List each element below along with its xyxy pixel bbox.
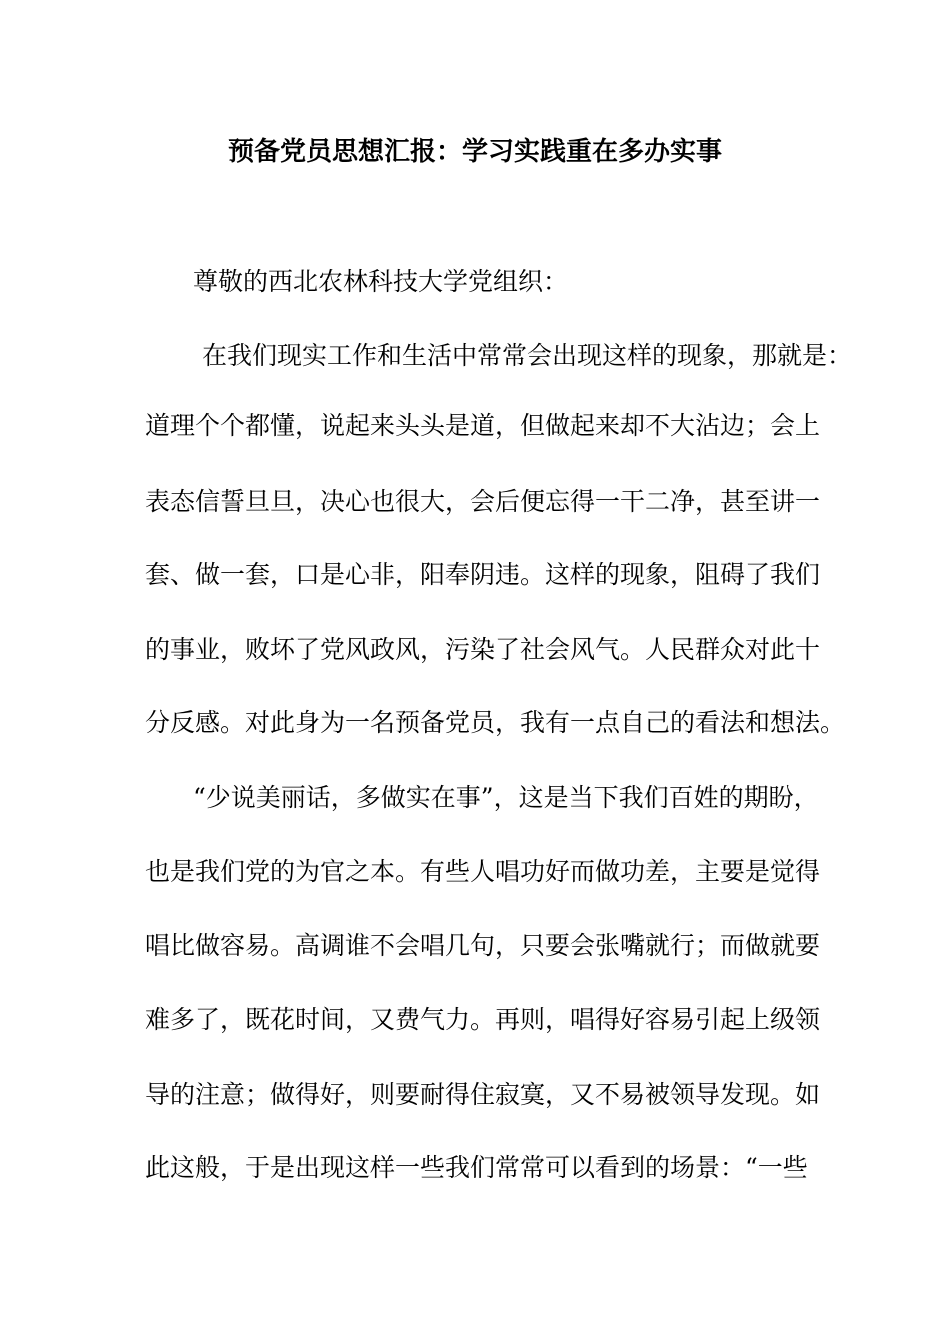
paragraph-line: 分反感。对此身为一名预备党员，我有一点自己的看法和想法。 xyxy=(145,708,846,737)
paragraph-line: 在我们现实工作和生活中常常会出现这样的现象，那就是： xyxy=(202,341,853,370)
salutation: 尊敬的西北农林科技大学党组织： xyxy=(193,267,569,296)
paragraph-line: 的事业，败坏了党风政风，污染了社会风气。人民群众对此十 xyxy=(145,635,821,664)
paragraph-line: 此这般，于是出现这样一些我们常常可以看到的场景：“一些 xyxy=(145,1153,808,1182)
paragraph-line: “少说美丽话，多做实在事”，这是当下我们百姓的期盼， xyxy=(193,783,819,812)
paragraph-line: 难多了，既花时间，又费气力。再则，唱得好容易引起上级领 xyxy=(145,1005,821,1034)
paragraph-line: 套、做一套，口是心非，阳奉阴违。这样的现象，阻碍了我们 xyxy=(145,560,821,589)
paragraph-line: 表态信誓旦旦，决心也很大，会后便忘得一干二净，甚至讲一 xyxy=(145,487,821,516)
paragraph-line: 也是我们党的为官之本。有些人唱功好而做功差，主要是觉得 xyxy=(145,857,821,886)
paragraph-line: 唱比做容易。高调谁不会唱几句，只要会张嘴就行；而做就要 xyxy=(145,931,821,960)
paragraph-line: 道理个个都懂，说起来头头是道，但做起来却不大沾边；会上 xyxy=(145,411,821,440)
paragraph-line: 导的注意；做得好，则要耐得住寂寞，又不易被领导发现。如 xyxy=(145,1080,821,1109)
document-title: 预备党员思想汇报：学习实践重在多办实事 xyxy=(227,137,722,167)
